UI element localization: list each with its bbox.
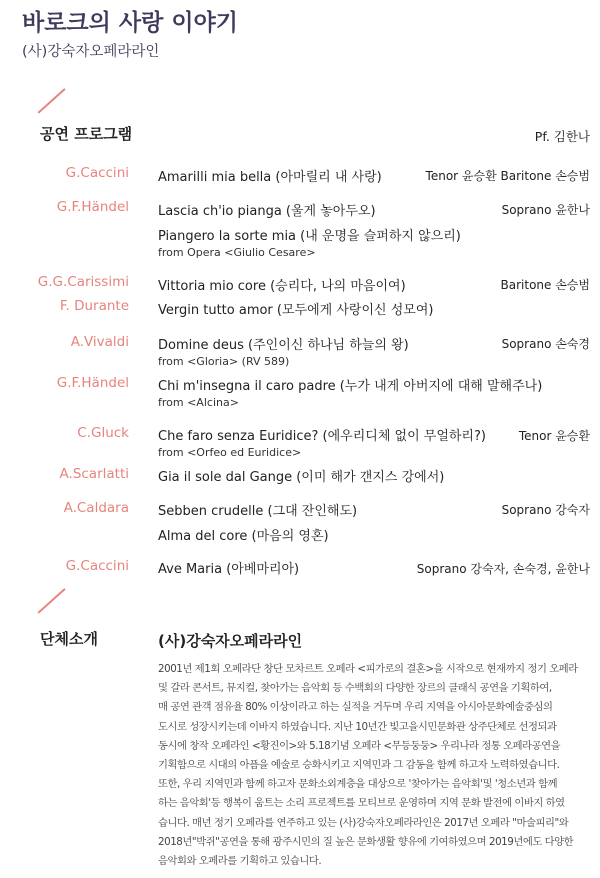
composer-name: F. Durante [59, 298, 129, 314]
performer-credit: Soprano 윤한나 [501, 203, 590, 217]
description-line: 기획함으로 시대의 아픔을 예술로 승화시키고 지역민과 그 감동을 함께 하고자 노력하였습니다. [158, 759, 560, 772]
work-source: from Opera <Giulio Cesare> [158, 246, 316, 259]
composer-name: C.Gluck [77, 425, 129, 441]
work-title: Sebben crudelle (그대 잔인해도) [158, 504, 358, 519]
section-divider-slash [37, 88, 65, 113]
description-line: 및 갈라 콘서트, 뮤지컬, 찾아가는 음악회 등 수백회의 다양한 장르의 클래식 공연을 기획하여, [158, 682, 552, 695]
work-title: Vergin tutto amor (모두에게 사랑이신 성모여) [158, 303, 434, 318]
description-line: 2018년"박쥐"공연을 통해 광주시민의 질 높은 문화생활 향유에 기여하였으며 2019년에도 다양한 [158, 835, 574, 848]
composer-name: G.G.Carissimi [37, 274, 129, 290]
work-title: Vittoria mio core (승리다, 나의 마음이여) [158, 279, 406, 294]
composer-name: G.F.Händel [56, 199, 129, 215]
description-line: 도시로 성장시키는데 이바지 하였습니다. 지난 10년간 빛고을시민문화관 상주단체로 선정되과 [158, 720, 557, 733]
work-title: Lascia ch'io pianga (울게 놓아두오) [158, 204, 376, 219]
work-source: from <Gloria> (RV 589) [158, 355, 290, 368]
work-title: Alma del core (마음의 영혼) [158, 529, 329, 544]
description-line: 동시에 창작 오페라인 <황진이>와 5.18기념 오페라 <무등둥둥> 우리나라 정통 오페라공연을 [158, 739, 561, 752]
page-title: 바로크의 사랑 이야기 [22, 10, 238, 36]
work-title: Che faro senza Euridice? (에우리디체 없이 무얼하리?) [158, 429, 486, 444]
performer-credit: Soprano 손숙경 [501, 337, 590, 351]
work-title: Ave Maria (아베마리아) [158, 562, 300, 577]
performer-credit: Tenor 윤승환 [518, 429, 590, 443]
description-line: 매 공연 관객 점유율 80% 이상이라고 하는 실적을 거두며 우리 지역을 아시아문화예술중심의 [158, 701, 553, 714]
composer-name: A.Scarlatti [59, 466, 129, 482]
description-line: 습니다. 매년 정기 오페라를 연주하고 있는 (사)강숙자오페라라인은 2017년 오페라 "마술피리"와 [158, 816, 569, 829]
organization-name: (사)강숙자오페라라인 [158, 632, 303, 650]
description-line: 하는 음악회'등 행복이 움트는 소리 프로젝트를 모티브로 운영하며 지역 문화 발전에 이바지 하였 [158, 797, 565, 810]
work-title: Chi m'insegna il caro padre (누가 내게 아버지에 대해 말해주나) [158, 379, 543, 394]
composer-name: G.Caccini [65, 165, 129, 181]
composer-name: A.Vivaldi [70, 334, 129, 350]
work-title: Gia il sole dal Gange (이미 해가 갠지스 강에서) [158, 470, 445, 485]
description-line: 음악회와 오페라를 기획하고 있습니다. [158, 855, 322, 868]
performer-credit: Baritone 손승범 [500, 278, 590, 292]
section-divider-slash [37, 588, 65, 613]
performer-credit: Soprano 강숙자 [501, 503, 590, 517]
composer-name: G.F.Händel [56, 375, 129, 391]
composer-name: A.Caldara [63, 500, 129, 516]
work-title: Piangero la sorte mia (내 운명을 슬퍼하지 않으리) [158, 229, 461, 244]
description-line: 또한, 우리 지역민과 함께 하고자 문화소외계층을 대상으로 '찾아가는 음악회'및 '청소년과 함께 [158, 778, 558, 791]
performer-credit: Tenor 윤승환 Baritone 손승범 [425, 169, 590, 183]
work-title: Domine deus (주인이신 하나님 하늘의 왕) [158, 338, 409, 353]
work-source: from <Orfeo ed Euridice> [158, 446, 302, 459]
composer-name: G.Caccini [65, 558, 129, 574]
work-title: Amarilli mia bella (아마릴리 내 사랑) [158, 170, 382, 185]
description-line: 2001년 제1회 오페라단 창단 모차르트 오페라 <피가로의 결혼>을 시작으로 현재까지 정기 오페라 [158, 663, 578, 675]
organization-section-title: 단체소개 [40, 630, 98, 648]
pianist-credit: Pf. 김한나 [534, 129, 590, 144]
performer-credit: Soprano 강숙자, 손숙경, 윤한나 [416, 562, 590, 576]
page-subtitle: (사)강숙자오페라라인 [22, 44, 160, 60]
work-source: from <Alcina> [158, 396, 239, 409]
organization-description [158, 660, 590, 871]
program-section-title: 공연 프로그램 [40, 125, 133, 143]
